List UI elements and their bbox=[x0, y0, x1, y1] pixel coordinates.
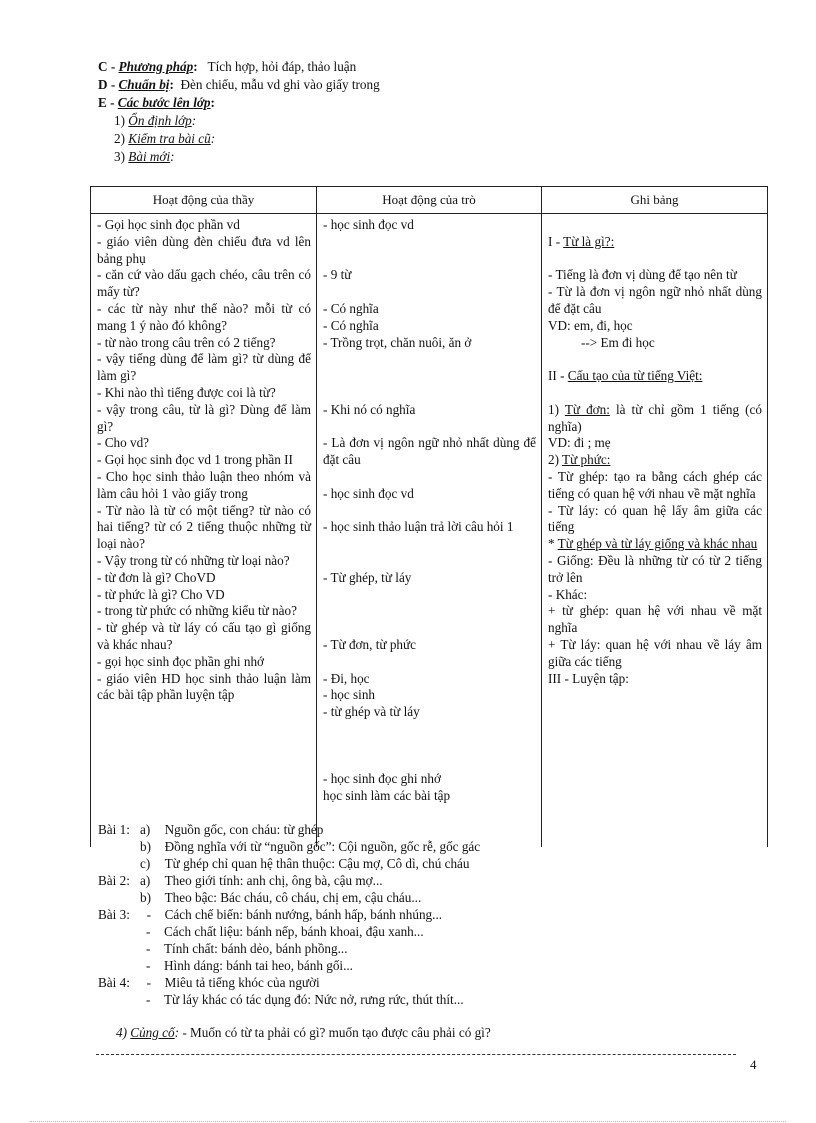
consolidation-line bbox=[116, 1025, 491, 1041]
board-item bbox=[548, 267, 762, 284]
method-line bbox=[98, 58, 380, 76]
steps-line bbox=[98, 94, 380, 112]
exercise-label: Bài 4: bbox=[98, 975, 130, 990]
student-activity-cell bbox=[317, 214, 542, 848]
step-2-sep: : bbox=[210, 131, 216, 146]
teacher-item: - Vậy trong từ có những từ loại nào? bbox=[97, 552, 290, 568]
exercise-text: Tính chất: bánh dẻo, bánh phồng... bbox=[164, 941, 348, 956]
preparation-line bbox=[98, 76, 380, 94]
step-2 bbox=[98, 130, 380, 148]
student-item: - Khi nó có nghĩa bbox=[323, 401, 416, 417]
teacher-item: - Từ nào là từ có một tiếng? từ nào có hai tiếng? từ có 2 tiếng thuộc những từ loại nào? bbox=[97, 502, 311, 552]
step-2-label: Kiểm tra bài cũ bbox=[128, 131, 211, 146]
teacher-item: - Khi nào thì tiếng được coi là từ? bbox=[97, 384, 276, 400]
exercise-2b bbox=[98, 889, 480, 906]
board-text: I - bbox=[548, 233, 564, 249]
teacher-item: - Gọi học sinh đọc phần vd bbox=[97, 217, 240, 232]
board-text: - Từ ghép: tạo ra bằng cách ghép các tiếng có quan hệ với nhau về mặt nghĩa bbox=[548, 468, 762, 501]
board-item bbox=[548, 637, 762, 671]
exercise-3-4 bbox=[98, 957, 480, 974]
board-notes-cell bbox=[542, 214, 768, 848]
activity-table bbox=[90, 186, 768, 847]
spacer bbox=[323, 587, 536, 604]
board-heading: Từ là gì?: bbox=[563, 233, 615, 249]
spacer bbox=[323, 553, 536, 570]
exercise-label: Bài 2: bbox=[98, 873, 130, 888]
board-item bbox=[548, 469, 762, 503]
spacer bbox=[323, 419, 536, 436]
spacer bbox=[548, 351, 762, 368]
item-dash: - bbox=[146, 958, 151, 973]
preparation-sep: : bbox=[169, 77, 174, 92]
teacher-item: - Cho học sinh thảo luận theo nhóm và làm câu hỏi 1 vào giấy trong bbox=[97, 468, 311, 501]
spacer bbox=[323, 503, 536, 520]
method-sep: : bbox=[193, 59, 198, 74]
board-heading: Từ đơn: bbox=[564, 401, 610, 417]
consolidation-label: Củng cố bbox=[130, 1025, 175, 1040]
teacher-item: - Cho vd? bbox=[97, 435, 150, 451]
board-text: - Giống: Đều là những từ có từ 2 tiếng trở lên bbox=[548, 552, 762, 585]
exercise-label: Bài 1: bbox=[98, 822, 130, 837]
exercise-3-3 bbox=[98, 940, 480, 957]
board-item bbox=[548, 671, 762, 688]
board-item bbox=[548, 335, 762, 352]
item-mark: b) bbox=[140, 839, 151, 854]
student-item: - học sinh thảo luận trả lời câu hỏi 1 bbox=[323, 519, 514, 535]
board-text: là từ chỉ gồm 1 tiếng (có nghĩa) bbox=[548, 401, 763, 434]
page-number: 4 bbox=[750, 1057, 757, 1072]
step-1-sep: : bbox=[191, 113, 197, 128]
exercise-text: Cách chế biến: bánh nướng, bánh hấp, bánh nhúng... bbox=[164, 907, 443, 922]
teacher-item: - giáo viên HD học sinh thảo luận làm các bài tập phần luyện tập bbox=[97, 670, 311, 703]
step-1-num: 1) bbox=[114, 113, 129, 128]
board-text: 2) bbox=[548, 452, 563, 468]
item-dash: - bbox=[146, 907, 151, 922]
board-text: - Từ là đơn vị ngôn ngữ nhỏ nhất dùng để đặt câu bbox=[548, 284, 762, 316]
board-text: VD: em, đi, học bbox=[548, 317, 633, 333]
step-2-num: 2) bbox=[114, 131, 129, 146]
lesson-header bbox=[98, 58, 380, 166]
board-item bbox=[548, 234, 762, 251]
footer-divider bbox=[96, 1054, 736, 1055]
board-item bbox=[548, 603, 762, 637]
exercise-text: Cách chất liệu: bánh nếp, bánh khoai, đậu xanh... bbox=[164, 924, 424, 939]
step-3-sep: : bbox=[170, 149, 175, 164]
page-edge-dotted-line bbox=[30, 1121, 786, 1122]
steps-label: Các bước lên lớp bbox=[117, 95, 211, 110]
board-item bbox=[548, 553, 762, 587]
spacer bbox=[323, 234, 536, 251]
board-heading: Từ phức: bbox=[562, 452, 611, 468]
student-item: - học sinh bbox=[323, 687, 376, 703]
spacer bbox=[323, 469, 536, 486]
exercise-1b bbox=[98, 838, 480, 855]
student-item: - Có nghĩa bbox=[323, 317, 379, 333]
exercise-answers bbox=[98, 821, 480, 1008]
spacer bbox=[323, 536, 536, 553]
teacher-item: - từ phức là gì? Cho VD bbox=[97, 586, 225, 602]
board-item bbox=[548, 536, 762, 553]
spacer bbox=[323, 738, 536, 755]
exercise-2a bbox=[98, 872, 480, 889]
item-mark: a) bbox=[140, 873, 151, 888]
board-text: II - bbox=[548, 368, 568, 384]
teacher-column-header: Hoạt động của thầy bbox=[91, 187, 317, 214]
table-header-row bbox=[91, 187, 768, 214]
teacher-item: - từ nào trong câu trên có 2 tiếng? bbox=[97, 334, 276, 350]
board-text: * bbox=[548, 536, 558, 552]
board-item bbox=[548, 587, 762, 604]
item-dash: - bbox=[146, 941, 151, 956]
consolidation-num: 4) bbox=[116, 1025, 131, 1040]
student-item: - Trồng trọt, chăn nuôi, ăn ở bbox=[323, 334, 472, 350]
student-item: - Có nghĩa bbox=[323, 300, 379, 316]
step-3 bbox=[98, 148, 380, 166]
preparation-text: Đèn chiếu, mẫu vd ghi vào giấy trong bbox=[180, 77, 380, 92]
spacer bbox=[323, 385, 536, 402]
board-text: 1) bbox=[548, 401, 565, 417]
board-item bbox=[548, 503, 762, 537]
student-item: - học sinh đọc vd bbox=[323, 485, 414, 501]
table-row bbox=[91, 214, 768, 848]
teacher-item: - vậy trong câu, từ là gì? Dùng để làm gì? bbox=[97, 401, 311, 434]
student-item: - Từ ghép, từ láy bbox=[323, 569, 412, 585]
board-text: III - Luyện tập: bbox=[548, 670, 629, 686]
spacer bbox=[323, 654, 536, 671]
method-text: Tích hợp, hỏi đáp, thảo luận bbox=[207, 59, 357, 74]
spacer bbox=[548, 217, 762, 234]
student-item: - từ ghép và từ láy bbox=[323, 704, 420, 720]
step-1 bbox=[98, 112, 380, 130]
teacher-item: - từ ghép và từ láy có cấu tạo gì giống và khác nhau? bbox=[97, 620, 311, 652]
section-d-prefix: D - bbox=[98, 77, 119, 92]
preparation-label: Chuẩn bị bbox=[118, 77, 170, 92]
exercise-text: Từ ghép chỉ quan hệ thân thuộc: Cậu mợ, Cô dì, chú cháu bbox=[164, 856, 470, 871]
consolidation-text: - Muốn có từ ta phải có gì? muốn tạo được câu phải có gì? bbox=[179, 1025, 491, 1040]
teacher-item: - trong từ phức có những kiểu từ nào? bbox=[97, 603, 297, 619]
student-item: - Từ đơn, từ phức bbox=[323, 636, 417, 652]
item-dash: - bbox=[146, 975, 151, 990]
spacer bbox=[323, 721, 536, 738]
exercise-text: Hình dáng: bánh tai heo, bánh gối... bbox=[164, 958, 353, 973]
teacher-item: - vậy tiếng dùng để làm gì? từ dùng để làm gì? bbox=[97, 351, 311, 384]
consolidation-sep: : bbox=[174, 1025, 180, 1040]
spacer bbox=[323, 755, 536, 772]
exercise-3-2 bbox=[98, 923, 480, 940]
board-text: - Tiếng là đơn vị dùng để tạo nên từ bbox=[548, 267, 737, 283]
student-item: - học sinh đọc ghi nhớ bbox=[323, 771, 441, 787]
spacer bbox=[323, 251, 536, 268]
item-mark: b) bbox=[140, 890, 151, 905]
item-dash: - bbox=[146, 992, 151, 1007]
board-item bbox=[548, 402, 762, 436]
teacher-item: - giáo viên dùng đèn chiếu đưa vd lên bảng phụ bbox=[97, 233, 311, 266]
teacher-item: - từ đơn là gì? ChoVD bbox=[97, 569, 216, 585]
spacer bbox=[323, 351, 536, 368]
board-heading: Từ ghép và từ láy giống và khác nhau bbox=[557, 536, 758, 552]
student-item: - Đi, học bbox=[323, 670, 370, 686]
step-3-num: 3) bbox=[114, 149, 129, 164]
board-item bbox=[548, 435, 762, 452]
board-item bbox=[548, 368, 762, 385]
exercise-text: Từ láy khác có tác dụng đó: Nức nở, rưng rức, thút thít... bbox=[164, 992, 464, 1007]
exercise-text: Đồng nghĩa với từ “nguồn gốc”: Cội nguồn, gốc rễ, gốc gác bbox=[164, 839, 481, 854]
exercise-text: Theo giới tính: anh chị, ông bà, cậu mợ... bbox=[164, 873, 383, 888]
student-item: học sinh làm các bài tập bbox=[323, 788, 451, 804]
teacher-activity-cell bbox=[91, 214, 317, 848]
spacer bbox=[548, 385, 762, 402]
exercise-4-1 bbox=[98, 974, 480, 991]
step-3-label: Bài mới bbox=[128, 149, 171, 164]
board-text: VD: đi ; mẹ bbox=[548, 435, 611, 451]
exercise-label: Bài 3: bbox=[98, 907, 130, 922]
item-dash: - bbox=[146, 924, 151, 939]
teacher-item: - Gọi học sinh đọc vd 1 trong phần II bbox=[97, 452, 293, 468]
board-item bbox=[548, 318, 762, 335]
steps-sep: : bbox=[210, 95, 215, 110]
section-e-prefix: E - bbox=[98, 95, 118, 110]
board-text: + từ ghép: quan hệ với nhau về mặt nghĩa bbox=[548, 603, 762, 636]
exercise-1c bbox=[98, 855, 480, 872]
exercise-4-2 bbox=[98, 991, 480, 1008]
board-text: + Từ láy: quan hệ với nhau về láy âm giữa các tiếng bbox=[548, 636, 762, 669]
spacer bbox=[323, 620, 536, 637]
board-item bbox=[548, 284, 762, 318]
board-text: - Khác: bbox=[548, 586, 588, 602]
board-text: - Từ láy: có quan hệ lấy âm giữa các tiếng bbox=[548, 502, 762, 535]
board-item bbox=[548, 452, 762, 469]
board-text: --> Em đi học bbox=[548, 334, 655, 350]
spacer bbox=[323, 603, 536, 620]
board-heading: Cấu tạo của từ tiếng Việt: bbox=[567, 368, 703, 384]
item-mark: a) bbox=[140, 822, 151, 837]
step-1-label: Ổn định lớp bbox=[128, 113, 192, 128]
spacer bbox=[323, 368, 536, 385]
student-column-header: Hoạt động của trò bbox=[317, 187, 542, 214]
method-label: Phương pháp bbox=[118, 59, 194, 74]
exercise-text: Nguồn gốc, con cháu: từ ghép bbox=[164, 822, 324, 837]
student-item: - Là đơn vị ngôn ngữ nhỏ nhất dùng để đặt câu bbox=[323, 435, 536, 468]
student-item: - 9 từ bbox=[323, 267, 352, 283]
exercise-1a bbox=[98, 821, 480, 838]
item-mark: c) bbox=[140, 856, 151, 871]
student-item: - học sinh đọc vd bbox=[323, 217, 414, 232]
exercise-text: Miêu tả tiếng khóc của người bbox=[164, 975, 320, 990]
teacher-item: - các từ này như thế nào? mỗi từ có mang 1 ý nào đó không? bbox=[97, 300, 311, 333]
spacer bbox=[548, 251, 762, 268]
exercise-3-1 bbox=[98, 906, 480, 923]
section-c-prefix: C - bbox=[98, 59, 119, 74]
exercise-text: Theo bậc: Bác cháu, cô cháu, chị em, cậu cháu... bbox=[164, 890, 422, 905]
teacher-item: - căn cứ vào dấu gạch chéo, câu trên có mấy từ? bbox=[97, 267, 311, 300]
spacer bbox=[323, 284, 536, 301]
board-column-header: Ghi bảng bbox=[542, 187, 768, 214]
teacher-item: - gọi học sinh đọc phần ghi nhớ bbox=[97, 653, 265, 669]
